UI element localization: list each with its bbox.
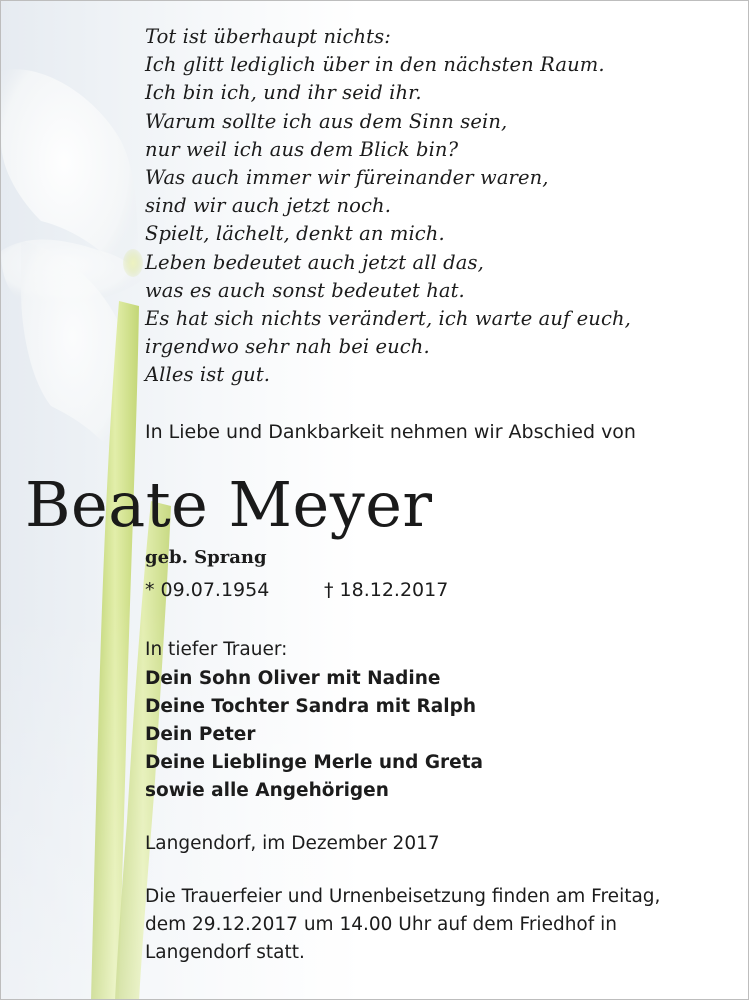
- place-date: Langendorf, im Dezember 2017: [145, 833, 440, 854]
- poem-line: Alles ist gut.: [145, 363, 271, 387]
- farewell-intro: In Liebe und Dankbarkeit nehmen wir Abschied von: [145, 421, 636, 443]
- mourners-list: [145, 665, 483, 805]
- mourner: Deine Tochter Sandra mit Ralph: [145, 696, 477, 717]
- poem-line: irgendwo sehr nah bei euch.: [145, 335, 430, 359]
- poem-line: Warum sollte ich aus dem Sinn sein,: [145, 109, 508, 133]
- mourning-intro: In tiefer Trauer:: [145, 639, 288, 660]
- funeral-line: Die Trauerfeier und Urnenbeisetzung finden am Freitag,: [145, 886, 661, 907]
- mourner: Dein Peter: [145, 724, 256, 745]
- poem-line: Was auch immer wir füreinander waren,: [145, 166, 549, 190]
- poem: [145, 23, 631, 390]
- poem-line: nur weil ich aus dem Blick bin?: [145, 137, 459, 161]
- poem-line: Spielt, lächelt, denkt an mich.: [145, 222, 445, 246]
- birth-date: * 09.07.1954: [145, 579, 270, 601]
- funeral-notice: [145, 883, 660, 967]
- death-date: † 18.12.2017: [324, 579, 449, 601]
- mourner: Dein Sohn Oliver mit Nadine: [145, 668, 441, 689]
- poem-line: was es auch sonst bedeutet hat.: [145, 278, 465, 302]
- maiden-name: geb. Sprang: [145, 547, 267, 568]
- deceased-name: Beate Meyer: [25, 468, 433, 541]
- poem-line: Leben bedeutet auch jetzt all das,: [145, 250, 484, 274]
- poem-line: Ich glitt lediglich über in den nächsten Raum.: [145, 53, 605, 77]
- funeral-line: Langendorf statt.: [145, 942, 305, 963]
- mourner: Deine Lieblinge Merle und Greta: [145, 752, 484, 773]
- poem-line: Ich bin ich, und ihr seid ihr.: [145, 81, 422, 105]
- poem-line: sind wir auch jetzt noch.: [145, 194, 392, 218]
- poem-line: Es hat sich nichts verändert, ich warte auf euch,: [145, 307, 631, 331]
- funeral-line: dem 29.12.2017 um 14.00 Uhr auf dem Friedhof in: [145, 914, 618, 935]
- mourner: sowie alle Angehörigen: [145, 780, 389, 801]
- poem-line: Tot ist überhaupt nichts:: [145, 25, 391, 48]
